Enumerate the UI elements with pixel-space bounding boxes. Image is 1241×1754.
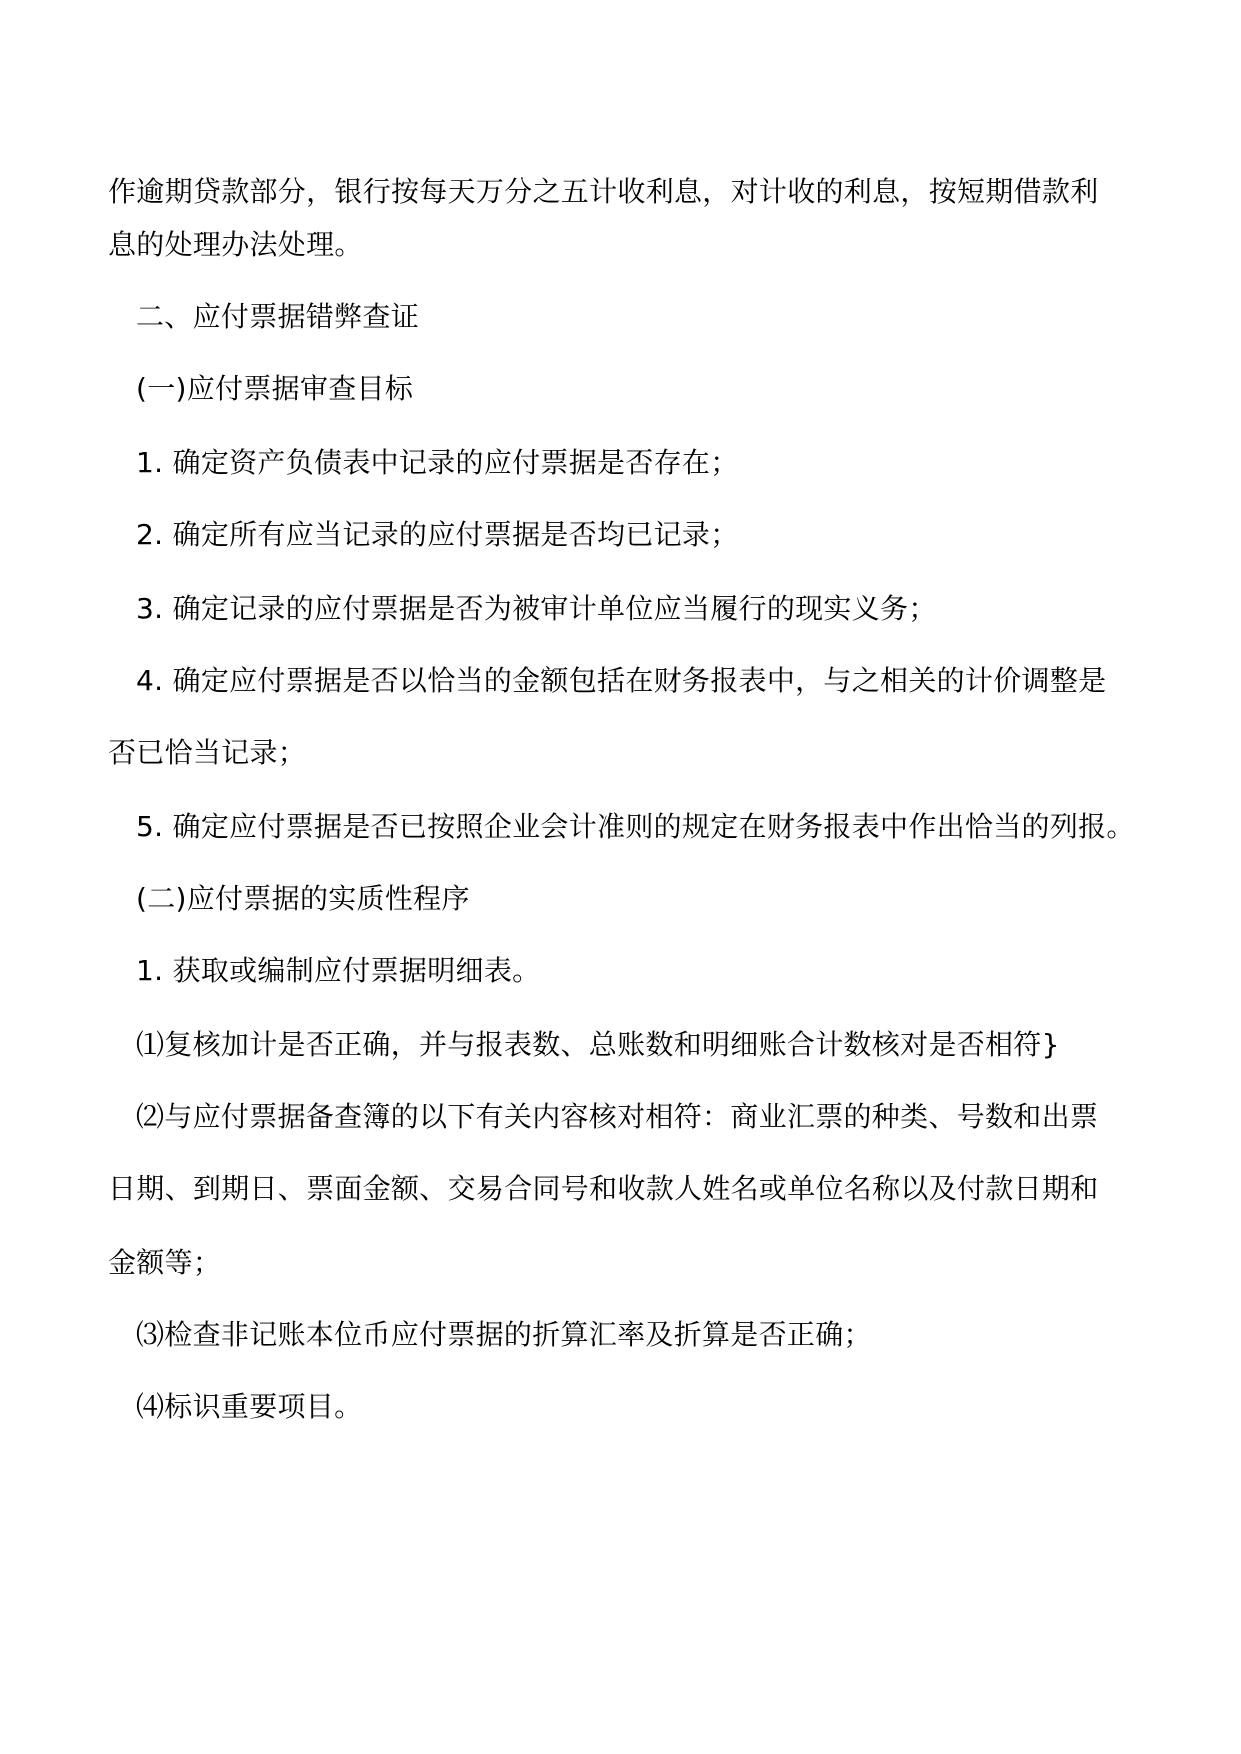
list-item: 3. 确定记录的应付票据是否为被审计单位应当履行的现实义务； (136, 592, 937, 625)
list-item: 5. 确定应付票据是否已按照企业会计准则的规定在财务报表中作出恰当的列报。 (136, 810, 1135, 843)
list-item-continuation: 否已恰当记录； (108, 736, 307, 769)
sub-list-item-continuation: 金额等； (108, 1246, 222, 1279)
subsection-heading: (一)应付票据审查目标 (136, 372, 414, 405)
sub-list-item: ⑵与应付票据备查簿的以下有关内容核对相符：商业汇票的种类、号数和出票 (136, 1100, 1099, 1133)
section-heading: 二、应付票据错弊查证 (136, 300, 420, 333)
list-item: 2. 确定所有应当记录的应付票据是否均已记录； (136, 518, 739, 551)
sub-list-item: ⑷标识重要项目。 (136, 1390, 363, 1423)
paragraph-line: 作逾期贷款部分，银行按每天万分之五计收利息，对计收的利息，按短期借款利 (108, 175, 1099, 208)
list-item: 1. 确定资产负债表中记录的应付票据是否存在； (136, 446, 739, 479)
sub-list-item: ⑶检查非记账本位币应付票据的折算汇率及折算是否正确； (136, 1318, 872, 1351)
sub-list-item-continuation: 日期、到期日、票面金额、交易合同号和收款人姓名或单位名称以及付款日期和 (108, 1172, 1099, 1205)
paragraph-line: 息的处理办法处理。 (108, 228, 363, 261)
list-item: 4. 确定应付票据是否以恰当的金额包括在财务报表中，与之相关的计价调整是 (136, 664, 1107, 697)
list-item: 1. 获取或编制应付票据明细表。 (136, 954, 541, 987)
subsection-heading: (二)应付票据的实质性程序 (136, 882, 470, 915)
sub-list-item: ⑴复核加计是否正确，并与报表数、总账数和明细账合计数核对是否相符} (136, 1028, 1060, 1061)
